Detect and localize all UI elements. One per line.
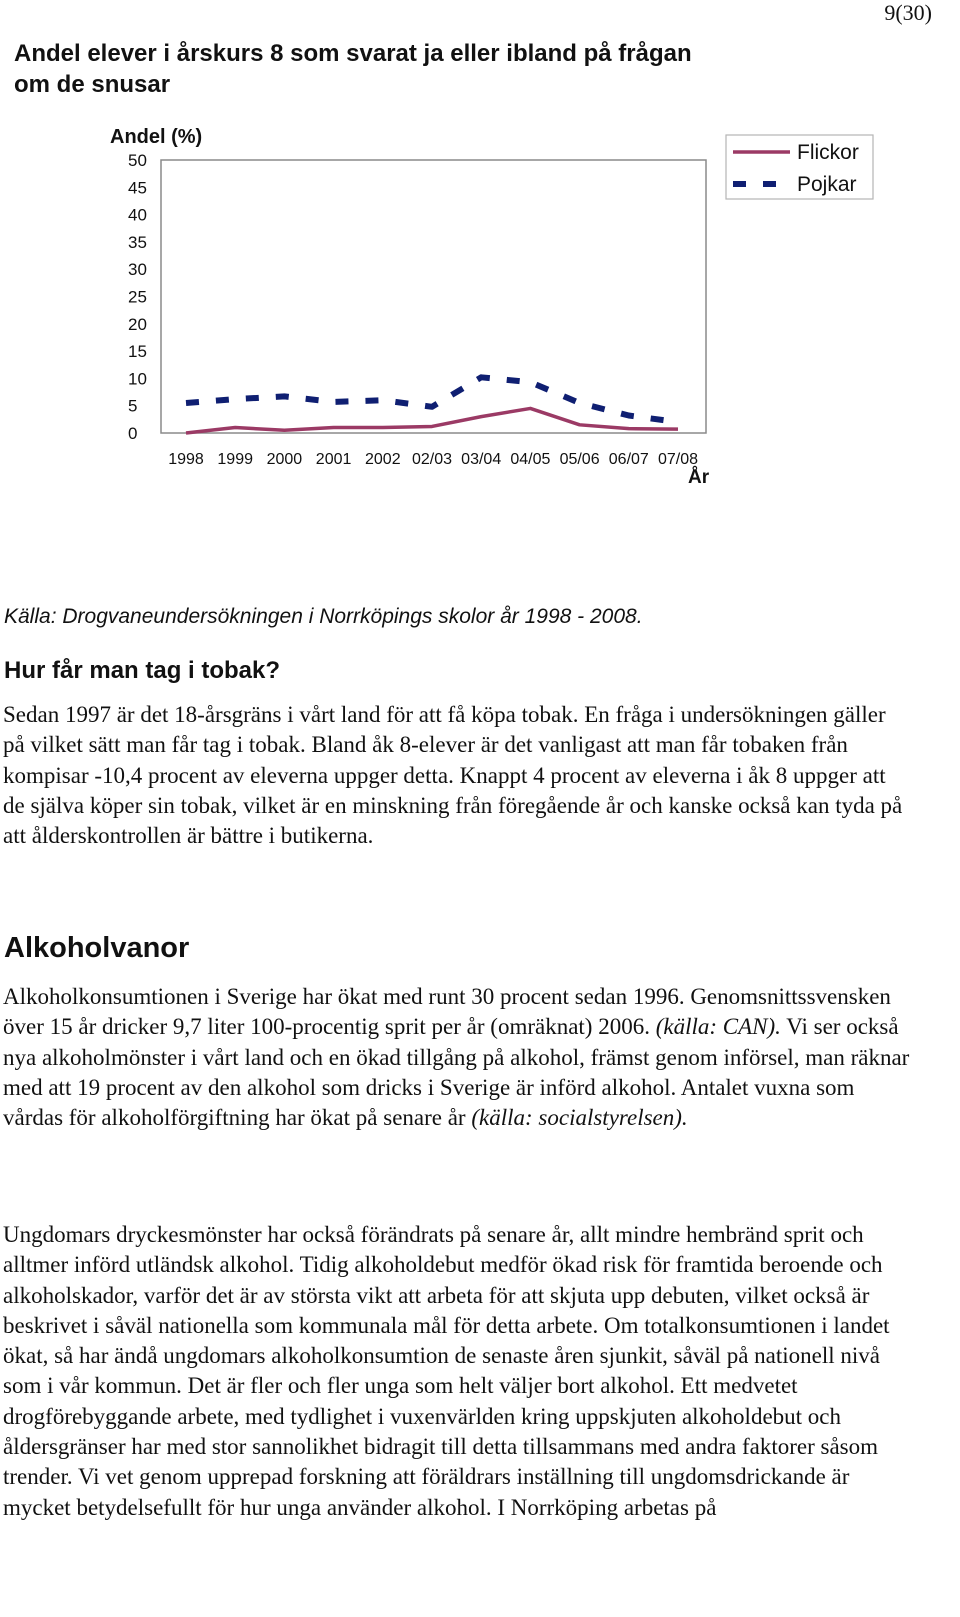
x-tick-label: 05/06 xyxy=(559,451,600,468)
legend-label: Pojkar xyxy=(797,173,857,196)
series-line-pojkar xyxy=(186,377,678,422)
y-axis-ticks xyxy=(128,151,147,443)
y-tick-label: 25 xyxy=(128,287,147,307)
y-tick-label: 45 xyxy=(128,178,147,198)
page-number: 9(30) xyxy=(884,0,932,25)
y-tick-label: 30 xyxy=(128,260,147,280)
citation-can: (källa: CAN). xyxy=(655,1014,781,1040)
chart-title: Andel elever i årskurs 8 som svarat ja eller ibland på frågan om de snusar xyxy=(14,40,692,98)
y-tick-label: 20 xyxy=(128,314,147,334)
y-tick-label: 35 xyxy=(128,232,147,252)
x-tick-label: 06/07 xyxy=(608,451,649,468)
y-axis-label: Andel (%) xyxy=(110,126,203,148)
citation-socialstyrelsen: (källa: socialstyrelsen). xyxy=(471,1105,688,1131)
x-tick-label: 07/08 xyxy=(657,451,699,468)
x-tick-label: 2000 xyxy=(266,451,303,468)
x-tick-label: 2002 xyxy=(365,451,401,468)
y-tick-label: 5 xyxy=(128,396,138,416)
y-tick-label: 10 xyxy=(128,369,147,389)
paragraph-alkohol-2: Ungdomars dryckesmönster har också förändrats på senare år, allt mindre hembränd sprit och alltmer införd utländsk alkohol. Tidig alkoholdebut medför ökad risk för framtida beroende och alkoholskador, varför det är av största vikt att arbeta för att skjuta upp debuten, vilket också är beskrivet i såväl nationella som kommunala mål för detta arbete. Om totalkonsumtionen i landet ökat, så har ändå ungdomars alkoholkonsumtion de senaste åren sjunkit, såväl på nationell nivå som i vår kommun. Det är fler och fler unga som helt väljer bort alkohol. Ett medvetet drogförebyggande arbete, med tydlighet i vuxenvärlden kring uppskjuten alkoholdebut och åldersgränser har med stor sannolikhet bidragit till detta tillsammans med andra faktorer såsom trender. Vi vet genom upprepad forskning att föräldrars inställning till ungdomsdrickande är mycket betydelsefullt för hur unga använder alkohol. I Norrköping arbetas på xyxy=(3,1222,890,1520)
plot-area xyxy=(161,160,706,433)
text-span: Alkoholkonsumtionen i Sverige har ökat med runt 30 procent sedan 1996. Genomsnittssvensken över 15 år dricker 9,7 liter 100-procentig sprit per år (omräknat) 2006. xyxy=(3,984,891,1040)
y-tick-label: 0 xyxy=(128,424,138,443)
x-tick-label: 1998 xyxy=(168,451,204,468)
legend-label: Flickor xyxy=(797,141,859,164)
x-tick-label: 1999 xyxy=(217,451,253,468)
paragraph-alkohol-1 xyxy=(3,982,913,1133)
x-axis-ticks xyxy=(168,451,698,468)
x-tick-label: 03/04 xyxy=(461,451,502,468)
y-tick-label: 50 xyxy=(128,151,147,170)
series-line-flickor xyxy=(186,408,678,433)
y-tick-label: 40 xyxy=(128,205,147,225)
x-tick-label: 2001 xyxy=(315,451,352,468)
x-axis-label: År xyxy=(688,467,710,488)
x-tick-label: 04/05 xyxy=(510,451,551,468)
line-chart xyxy=(0,125,960,525)
legend xyxy=(726,135,873,199)
section-heading-tobak: Hur får man tag i tobak? xyxy=(4,657,281,684)
plot-frame xyxy=(161,160,706,433)
text-span: Vi ser också nya alkoholmönster i vårt land och en ökad tillgång på alkohol, främst genom införsel, man räknar med att 19 procent av den alkohol som dricks i Sverige är införd alkohol. Antalet vuxna som vårdas för alkoholförgiftning har ökat på senare år xyxy=(3,1014,910,1131)
y-tick-label: 15 xyxy=(128,342,147,362)
paragraph-tobak: Sedan 1997 är det 18-årsgräns i vårt land för att få köpa tobak. En fråga i undersökningen gäller på vilket sätt man får tag i tobak. Bland åk 8-elever är det vanligast att man får tobaken från kompisar -10,4 procent av eleverna uppger detta. Knappt 4 procent av eleverna i åk 8 uppger att de själva köper sin tobak, vilket är en minskning från föregående år och kanske också kan tyda på att ålderskontrollen är bättre i butikerna. xyxy=(3,702,903,849)
series-layer xyxy=(186,377,678,433)
source-note: Källa: Drogvaneundersökningen i Norrköpings skolor år 1998 - 2008. xyxy=(4,605,643,628)
section-heading-alkoholvanor: Alkoholvanor xyxy=(4,932,190,964)
x-tick-label: 02/03 xyxy=(411,451,453,468)
